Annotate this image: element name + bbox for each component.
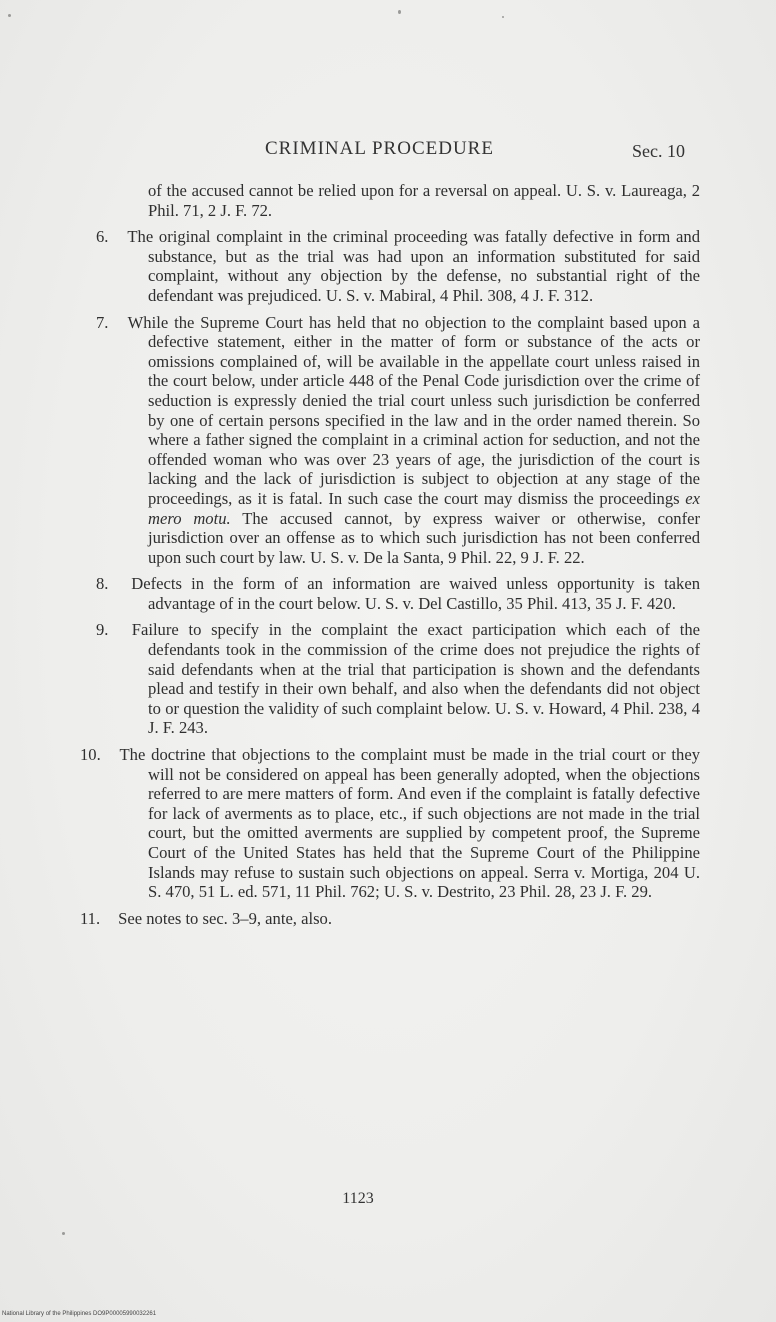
note-text: While the Supreme Court has held that no objection to the complaint based upon a defective statement, either in the matter of form or substance of the acts or omissions complained of, will be available in the appellate court unless raised in the court below, under article 448 of the Penal Code jurisdiction over the crime of seduction is expressly denied the trial court unless such jurisdiction be conferred by one of certain persons specified in the law and in the order named therein. So where a father signed the complaint in a criminal action for seduction, and not the offended woman who was over 23 years of age, the jurisdiction of the court is lacking and the lack of jurisdiction is subject to objection at any stage of the proceedings, as it is fatal. In such case the court may dismiss the proceedings <box>127 312 700 508</box>
note-7: 7. While the Supreme Court has held that no objection to the complaint based upon a defective statement, either in the matter of form or substance of the acts or omissions complained of, will be available in the appellate court unless raised in the court below, under article 448 of the Penal Code jurisdiction over the crime of seduction is expressly denied the trial court unless such jurisdiction be conferred by one of certain persons specified in the law and in the order named therein. So where a father signed the complaint in a criminal action for seduction, and not the offended woman who was over 23 years of age, the jurisdiction of the court is lacking and the lack of jurisdiction is subject to objection at any stage of the proceedings, as it is fatal. In such case the court may dismiss the proceedings ex mero motu. The accused cannot, by express waiver or otherwise, confer jurisdiction over an offense as to which such jurisdiction has not been conferred upon such court by law. U. S. v. De la Santa, 9 Phil. 22, 9 J. F. 22. <box>96 312 700 567</box>
note-9: 9. Failure to specify in the complaint the exact participation which each of the defendants took in the commission of the crime does not prejudice the rights of said defendants when at the trial that participation is shown and the defendants plead and testify in their own behalf, and also when the defendants did not object to or question the validity of such complaint below. U. S. v. Howard, 4 Phil. 238, 4 J. F. 243. <box>96 620 700 738</box>
scan-speck <box>62 1232 65 1235</box>
scan-speck <box>398 10 401 14</box>
note-text: The doctrine that objections to the complaint must be made in the trial court or they will not be considered on appeal has been generally adopted, when the objections referred to are mere matters of form. And even if the complaint is fatally defective for lack of averments as to place, etc., if such objections are not made in the trial court, but the omitted averments are supplied by competent proof, the Supreme Court of the United States has held that the Supreme Court of the Philippine Islands may refuse to sustain such objections on appeal. Serra v. Mortiga, 204 U. S. 470, 51 L. ed. 571, 11 Phil. 762; U. S. v. Destrito, 23 Phil. 28, 23 J. F. 29. <box>119 745 700 902</box>
scan-source-label: National Library of the Philippines DO9P00005990032261 <box>2 1311 157 1317</box>
note-text: Defects in the form of an information are waived unless opportunity is taken advantage of in the court below. U. S. v. Del Castillo, 35 Phil. 413, 35 J. F. 420. <box>131 574 700 613</box>
annotation-notes <box>78 181 700 935</box>
note-text: Failure to specify in the complaint the exact participation which each of the defendants took in the commission of the crime does not prejudice the rights of said defendants when at the trial that participation is shown and the defendants plead and testify in their own behalf, and also when the defendants did not object to or question the validity of such complaint below. U. S. v. Howard, 4 Phil. 238, 4 J. F. 243. <box>131 620 700 738</box>
note-continuation <box>78 181 700 220</box>
running-title: CRIMINAL PROCEDURE <box>265 138 494 159</box>
note-11: 11. See notes to sec. 3–9, ante, also. <box>80 908 332 928</box>
section-reference: Sec. 10 <box>632 141 685 161</box>
running-header <box>0 138 776 168</box>
note-6: 6. The original complaint in the criminal proceeding was fatally defective in form and substance, but as the trial was had upon an information substituted for said complaint, without any objection by the defense, no substantial right of the defendant was prejudiced. U. S. v. Mabiral, 4 Phil. 308, 4 J. F. 312. <box>96 227 700 305</box>
note-text: of the accused cannot be relied upon for a reversal on appeal. U. S. v. Laureaga, 2 Phil. 71, 2 J. F. 72. <box>148 181 700 220</box>
note-8: 8. Defects in the form of an information are waived unless opportunity is taken advantage of in the court below. U. S. v. Del Castillo, 35 Phil. 413, 35 J. F. 420. <box>96 574 700 613</box>
note-text: The original complaint in the criminal proceeding was fatally defective in form and substance, but as the trial was had upon an information substituted for said complaint, without any objection by the defense, no substantial right of the defendant was prejudiced. U. S. v. Mabiral, 4 Phil. 308, 4 J. F. 312. <box>127 227 700 305</box>
scan-speck <box>8 14 11 17</box>
note-10: 10. The doctrine that objections to the complaint must be made in the trial court or they will not be considered on appeal has been generally adopted, when the objections referred to are mere matters of form. And even if the complaint is fatally defective for lack of averments as to place, etc., if such objections are not made in the trial court, but the omitted averments are supplied by competent proof, the Supreme Court of the United States has held that the Supreme Court of the Philippine Islands may refuse to sustain such objections on appeal. Serra v. Mortiga, 204 U. S. 470, 51 L. ed. 571, 11 Phil. 762; U. S. v. Destrito, 23 Phil. 28, 23 J. F. 29. <box>80 745 700 902</box>
note-text: See notes to sec. 3–9, ante, also. <box>118 908 332 928</box>
scan-speck <box>502 16 504 18</box>
note-text: The accused cannot, by express waiver or otherwise, confer jurisdiction over an offense as to which such jurisdiction has not been conferred upon such court by law. U. S. v. De la Santa, 9 Phil. 22, 9 J. F. 22. <box>148 508 700 567</box>
latin-phrase: ex mero motu. <box>148 488 700 528</box>
page-number: 1123 <box>342 1190 374 1207</box>
